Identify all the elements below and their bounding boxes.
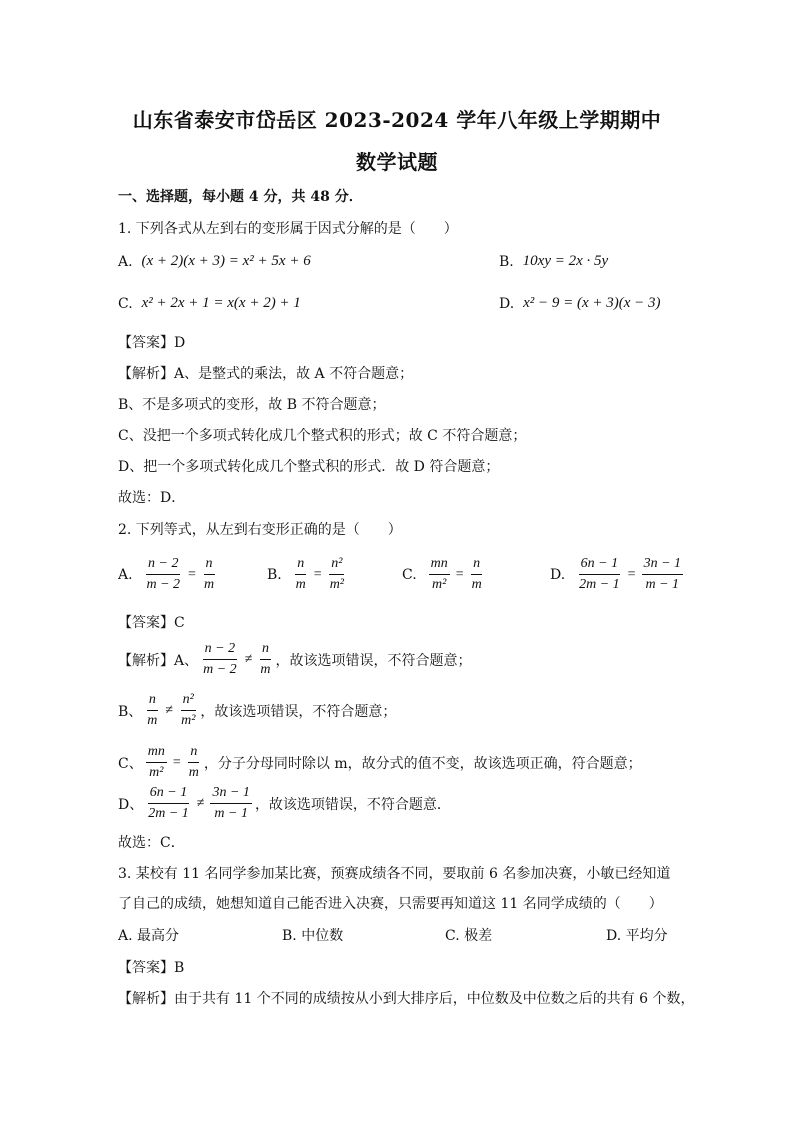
question-2-analysis-b: B、 $\frac{n}{m}$ ≠ $\frac{\text{n²}}{\text{m²}}$ ，故该选项错误，不符合题意； bbox=[118, 692, 397, 728]
fraction: $\frac{6n - 1}{2m - 1}$ bbox=[148, 785, 189, 821]
section-heading: 一、选择题，每小题 4 分，共 48 分． bbox=[118, 189, 363, 205]
question-2-option-b: B. $\frac{n}{m}$ = $\frac{\text{n²}}{\text{m²}}$ bbox=[267, 556, 344, 592]
question-3-answer: 【答案】B bbox=[118, 960, 185, 976]
question-3-option-c: C. 极差 bbox=[445, 928, 493, 944]
option-expression: (x + 2)(x + 3) = x² + 5x + 6 bbox=[141, 253, 311, 269]
question-1-analysis-line: 故选：D． bbox=[118, 490, 186, 506]
question-3-option-a: A. 最高分 bbox=[118, 928, 180, 944]
fraction: $\frac{mn}{\text{m²}}$ bbox=[147, 744, 165, 780]
question-2-analysis-a: 【解析】A、 $\frac{n - 2}{m - 2}$ ≠ $\frac{n}{m}$ ，故该选项错误，不符合题意； bbox=[118, 641, 472, 677]
question-1-option-c bbox=[118, 295, 301, 312]
option-label: B. bbox=[499, 253, 514, 270]
fraction: $\frac{3n - 1}{m - 1}$ bbox=[643, 556, 682, 592]
fraction: $\frac{n}{m}$ bbox=[295, 556, 306, 592]
fraction: $\frac{n}{m}$ bbox=[147, 692, 158, 728]
fraction: $\frac{n}{m}$ bbox=[260, 641, 271, 677]
fraction: $\frac{n}{m}$ bbox=[471, 556, 482, 592]
question-3-stem: 3. 某校有 11 名同学参加某比赛，预赛成绩各不同，要取前 6 名参加决赛，小敏已经知道 bbox=[118, 866, 671, 882]
question-3-analysis: 【解析】由于共有 11 个不同的成绩按从小到大排序后，中位数及中位数之后的共有 6 个数， bbox=[118, 991, 695, 1007]
question-1-answer: 【答案】D bbox=[118, 335, 186, 351]
option-expression: x² + 2x + 1 = x(x + 2) + 1 bbox=[141, 295, 301, 311]
fraction: $\frac{6n - 1}{2m - 1}$ bbox=[579, 556, 620, 592]
question-1-stem: 1. 下列各式从左到右的变形属于因式分解的是（ ） bbox=[118, 221, 458, 237]
question-2-analysis-d: D、 $\frac{6n - 1}{2m - 1}$ ≠ $\frac{3n - 1}{m - 1}$ ，故该选项错误，不符合题意． bbox=[118, 785, 451, 821]
question-1-option-b bbox=[499, 253, 608, 270]
question-1-option-a bbox=[118, 253, 311, 270]
question-1-option-d bbox=[499, 295, 661, 312]
option-label: C. bbox=[118, 295, 133, 312]
option-expression: x² − 9 = (x + 3)(x − 3) bbox=[523, 295, 661, 311]
question-2-analysis-c: C、 $\frac{mn}{\text{m²}}$ = $\frac{n}{m}$ ，分子分母同时除以 m，故分式的值不变，故该选项正确，符合题意； bbox=[118, 744, 642, 780]
fraction: $\frac{n - 2}{m - 2}$ bbox=[146, 556, 181, 592]
option-label: A. bbox=[118, 253, 133, 270]
fraction: $\frac{n - 2}{m - 2}$ bbox=[203, 641, 237, 677]
option-expression: 10xy = 2x · 5y bbox=[522, 253, 609, 269]
option-label: A. bbox=[118, 566, 133, 583]
question-1-analysis-line: D、把一个多项式转化成几个整式积的形式．故 D 符合题意； bbox=[118, 459, 500, 475]
option-label: D. bbox=[499, 295, 515, 312]
fraction: $\frac{\text{n²}}{\text{m²}}$ bbox=[181, 692, 196, 728]
option-label: D. bbox=[550, 566, 566, 583]
fraction: $\frac{\text{n²}}{\text{m²}}$ bbox=[329, 556, 344, 592]
question-3-option-d: D. 平均分 bbox=[606, 928, 668, 944]
fraction: $\frac{n}{m}$ bbox=[203, 556, 215, 592]
option-label: B. bbox=[267, 566, 282, 583]
question-2-stem: 2. 下列等式，从左到右变形正确的是（ ） bbox=[118, 522, 402, 538]
question-1-analysis-line: 【解析】A、是整式的乘法，故 A 不符合题意； bbox=[118, 366, 414, 382]
question-2-choice: 故选：C． bbox=[118, 835, 185, 851]
fraction: $\frac{mn}{\text{m²}}$ bbox=[430, 556, 448, 592]
question-3-stem-continued: 了自己的成绩，她想知道自己能否进入决赛，只需要再知道这 11 名同学成绩的（ ） bbox=[118, 896, 663, 912]
fraction: $\frac{3n - 1}{m - 1}$ bbox=[212, 785, 250, 821]
question-3-option-b: B. 中位数 bbox=[282, 928, 344, 944]
document-subtitle: 数学试题 bbox=[356, 150, 438, 174]
question-2-answer: 【答案】C bbox=[118, 615, 185, 631]
question-1-analysis-line: C、没把一个多项式转化成几个整式积的形式；故 C 不符合题意； bbox=[118, 428, 527, 444]
question-2-option-c: C. $\frac{mn}{\text{m²}}$ = $\frac{n}{m}$ bbox=[402, 556, 482, 592]
option-label: C. bbox=[402, 566, 417, 583]
question-2-option-d: D. $\frac{6n - 1}{2m - 1}$ = $\frac{3n - 1}{m - 1}$ bbox=[550, 556, 682, 592]
document-title: 山东省泰安市岱岳区 2023-2024 学年八年级上学期期中 bbox=[132, 108, 662, 132]
question-1-analysis-line: B、不是多项式的变形，故 B 不符合题意； bbox=[118, 397, 386, 413]
question-2-option-a: A. $\frac{n - 2}{m - 2}$ = $\frac{n}{m}$ bbox=[118, 556, 215, 592]
fraction: $\frac{n}{m}$ bbox=[188, 744, 199, 780]
